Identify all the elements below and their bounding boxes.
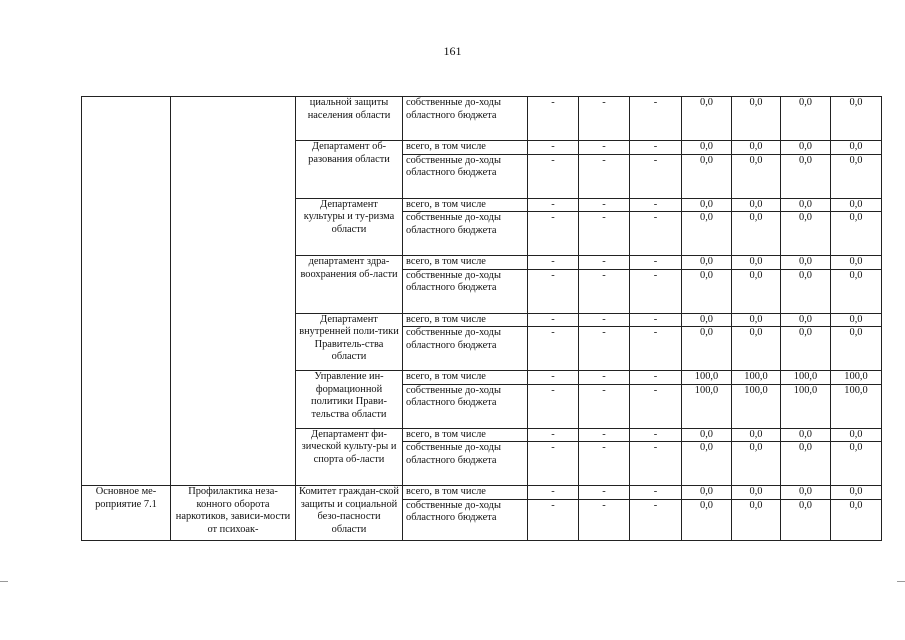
value-cell: 0,0: [781, 486, 831, 500]
value-cell: -: [630, 313, 682, 327]
executor-cell: департамент здра-воохранения об-ласти: [296, 256, 403, 314]
value-cell: 0,0: [781, 154, 831, 198]
value-cell: 100,0: [732, 371, 781, 385]
value-cell: -: [528, 154, 579, 198]
value-cell: -: [528, 327, 579, 371]
funding-source-cell: собственные до-ходы областного бюджета: [403, 442, 528, 486]
value-cell: -: [579, 269, 630, 313]
value-cell: -: [630, 428, 682, 442]
value-cell: 0,0: [732, 256, 781, 270]
value-cell: -: [528, 198, 579, 212]
value-cell: 0,0: [682, 212, 732, 256]
value-cell: 0,0: [682, 428, 732, 442]
value-cell: 0,0: [732, 442, 781, 486]
executor-cell: Управление ин-формационной политики Прави-тельства области: [296, 371, 403, 429]
value-cell: -: [579, 154, 630, 198]
value-cell: 0,0: [831, 154, 882, 198]
executor-cell: Департамент внутренней поли-тики Правитель-ства области: [296, 313, 403, 371]
value-cell: -: [579, 486, 630, 500]
funding-source-cell: всего, в том числе: [403, 313, 528, 327]
value-cell: 0,0: [831, 212, 882, 256]
value-cell: 0,0: [682, 141, 732, 155]
value-cell: 0,0: [831, 428, 882, 442]
funding-source-cell: собственные до-ходы областного бюджета: [403, 97, 528, 141]
value-cell: -: [528, 499, 579, 540]
value-cell: 0,0: [831, 141, 882, 155]
value-cell: 0,0: [831, 442, 882, 486]
value-cell: 0,0: [682, 499, 732, 540]
value-cell: -: [579, 327, 630, 371]
value-cell: -: [528, 97, 579, 141]
value-cell: -: [630, 154, 682, 198]
value-cell: -: [630, 141, 682, 155]
value-cell: 100,0: [682, 384, 732, 428]
executor-cell: Департамент фи-зической культу-ры и спорта об-ласти: [296, 428, 403, 486]
value-cell: 0,0: [781, 141, 831, 155]
executor-cell: Комитет граждан-ской защиты и социальной безо-пасности области: [296, 486, 403, 541]
value-cell: -: [630, 269, 682, 313]
value-cell: -: [630, 256, 682, 270]
funding-source-cell: собственные до-ходы областного бюджета: [403, 212, 528, 256]
value-cell: -: [528, 384, 579, 428]
executor-cell: Департамент об-разования области: [296, 141, 403, 199]
funding-source-cell: собственные до-ходы областного бюджета: [403, 154, 528, 198]
value-cell: -: [528, 269, 579, 313]
value-cell: 0,0: [682, 256, 732, 270]
value-cell: 100,0: [682, 371, 732, 385]
value-cell: -: [579, 141, 630, 155]
value-cell: -: [579, 256, 630, 270]
value-cell: 100,0: [732, 384, 781, 428]
value-cell: -: [528, 141, 579, 155]
value-cell: -: [528, 313, 579, 327]
value-cell: -: [579, 384, 630, 428]
value-cell: 0,0: [831, 327, 882, 371]
value-cell: -: [579, 313, 630, 327]
value-cell: 0,0: [781, 428, 831, 442]
value-cell: 0,0: [732, 154, 781, 198]
executor-cell: Департамент культуры и ту-ризма области: [296, 198, 403, 256]
value-cell: 0,0: [732, 269, 781, 313]
value-cell: 0,0: [732, 428, 781, 442]
page-number: 161: [443, 44, 462, 58]
value-cell: -: [528, 256, 579, 270]
funding-source-cell: всего, в том числе: [403, 486, 528, 500]
value-cell: 0,0: [831, 256, 882, 270]
value-cell: 0,0: [732, 212, 781, 256]
value-cell: 0,0: [732, 486, 781, 500]
funding-source-cell: всего, в том числе: [403, 428, 528, 442]
value-cell: -: [630, 97, 682, 141]
value-cell: 0,0: [682, 327, 732, 371]
value-cell: 100,0: [781, 384, 831, 428]
funding-source-cell: всего, в том числе: [403, 371, 528, 385]
value-cell: -: [630, 212, 682, 256]
value-cell: -: [630, 486, 682, 500]
value-cell: -: [528, 442, 579, 486]
value-cell: 0,0: [781, 327, 831, 371]
value-cell: 0,0: [831, 269, 882, 313]
budget-table: [81, 96, 882, 541]
value-cell: 0,0: [732, 499, 781, 540]
value-cell: 0,0: [682, 154, 732, 198]
value-cell: 0,0: [831, 499, 882, 540]
value-cell: 0,0: [682, 442, 732, 486]
funding-source-cell: собственные до-ходы областного бюджета: [403, 384, 528, 428]
activity-cell: Основное ме-роприятие 7.1: [82, 486, 171, 541]
value-cell: -: [630, 198, 682, 212]
value-cell: 0,0: [781, 442, 831, 486]
funding-source-cell: всего, в том числе: [403, 141, 528, 155]
executor-cell: циальной защиты населения области: [296, 97, 403, 141]
value-cell: -: [528, 212, 579, 256]
value-cell: 0,0: [732, 198, 781, 212]
value-cell: 0,0: [781, 499, 831, 540]
funding-source-cell: собственные до-ходы областного бюджета: [403, 327, 528, 371]
description-cell: Профилактика неза-конного оборота наркотиков, зависи-мости от психоак-: [171, 486, 296, 541]
value-cell: -: [579, 428, 630, 442]
value-cell: 0,0: [682, 269, 732, 313]
value-cell: 0,0: [781, 97, 831, 141]
value-cell: 0,0: [682, 97, 732, 141]
value-cell: -: [630, 327, 682, 371]
value-cell: 0,0: [831, 313, 882, 327]
value-cell: 0,0: [781, 269, 831, 313]
value-cell: 0,0: [781, 256, 831, 270]
value-cell: -: [579, 442, 630, 486]
value-cell: 0,0: [732, 97, 781, 141]
value-cell: 100,0: [781, 371, 831, 385]
value-cell: 100,0: [831, 384, 882, 428]
value-cell: -: [579, 212, 630, 256]
value-cell: 0,0: [781, 313, 831, 327]
value-cell: 0,0: [682, 313, 732, 327]
value-cell: -: [630, 499, 682, 540]
value-cell: 0,0: [732, 313, 781, 327]
value-cell: -: [579, 198, 630, 212]
value-cell: 0,0: [732, 141, 781, 155]
funding-source-cell: собственные до-ходы областного бюджета: [403, 269, 528, 313]
value-cell: 0,0: [682, 486, 732, 500]
edge-mark-right: [897, 581, 905, 582]
table-row: [82, 97, 882, 141]
description-cell-empty: [171, 97, 296, 486]
edge-mark-left: [0, 581, 8, 582]
value-cell: 0,0: [781, 212, 831, 256]
value-cell: 0,0: [781, 198, 831, 212]
table-row: [82, 486, 882, 500]
value-cell: -: [528, 371, 579, 385]
table-body: [82, 97, 882, 541]
value-cell: 100,0: [831, 371, 882, 385]
value-cell: -: [630, 442, 682, 486]
value-cell: -: [630, 384, 682, 428]
value-cell: -: [579, 371, 630, 385]
value-cell: -: [630, 371, 682, 385]
value-cell: 0,0: [831, 486, 882, 500]
value-cell: 0,0: [831, 198, 882, 212]
value-cell: -: [528, 428, 579, 442]
value-cell: -: [579, 97, 630, 141]
value-cell: 0,0: [682, 198, 732, 212]
value-cell: -: [528, 486, 579, 500]
funding-source-cell: всего, в том числе: [403, 256, 528, 270]
value-cell: 0,0: [732, 327, 781, 371]
activity-cell-empty: [82, 97, 171, 486]
value-cell: 0,0: [831, 97, 882, 141]
funding-source-cell: всего, в том числе: [403, 198, 528, 212]
value-cell: -: [579, 499, 630, 540]
funding-source-cell: собственные до-ходы областного бюджета: [403, 499, 528, 540]
